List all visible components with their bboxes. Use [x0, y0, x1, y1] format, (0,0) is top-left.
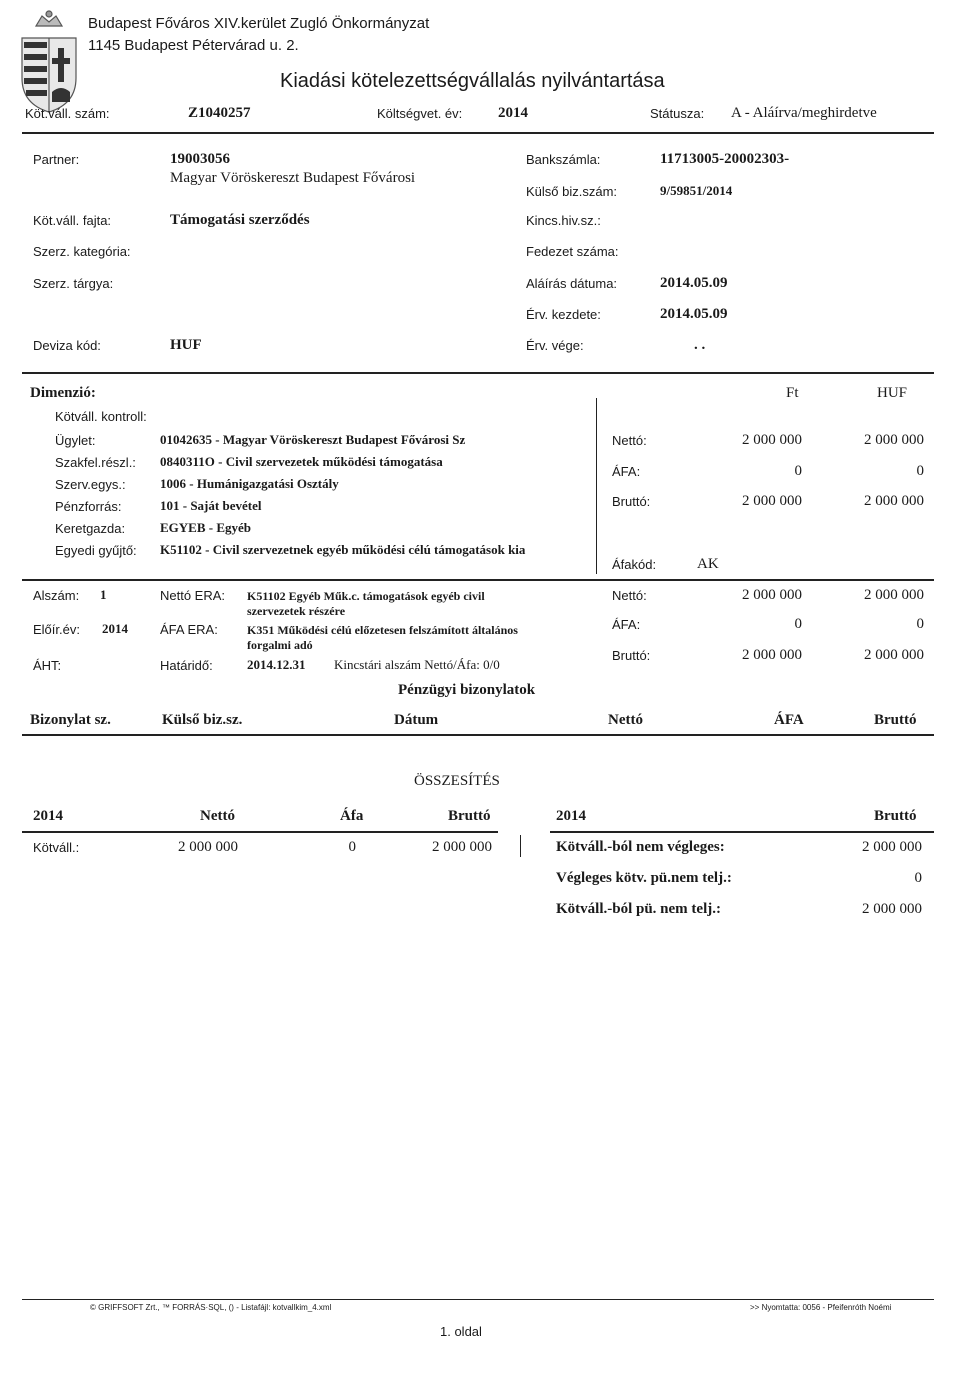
- ossz-right-brutto-header: Bruttó: [874, 808, 917, 824]
- ossz-separator: [520, 835, 521, 857]
- koltsegvet-value: 2014: [498, 105, 528, 121]
- ossz-left-year: 2014: [33, 808, 63, 824]
- fedezet-label: Fedezet száma:: [526, 244, 619, 259]
- dim-afa-ft: 0: [794, 463, 802, 479]
- hatarido-label: Határidő:: [160, 658, 213, 673]
- ossz-left-brutto-header: Bruttó: [448, 808, 491, 824]
- ossz-row-label: Végleges kötv. pü.nem telj.:: [556, 870, 732, 886]
- dim-row-label: Pénzforrás:: [55, 499, 122, 514]
- penzugyi-title: Pénzügyi bizonylatok: [398, 682, 536, 698]
- dim-netto-huf: 2 000 000: [864, 432, 924, 448]
- erv-vege-value: . .: [694, 337, 706, 353]
- footer-printed-by: >> Nyomtatta: 0056 - Pfeifenróth Noémi: [750, 1303, 892, 1312]
- coat-of-arms-logo: [14, 8, 84, 116]
- netto-era-line1: K51102 Egyéb Műk.c. támogatások egyéb civil: [247, 589, 485, 603]
- erv-kezdete-label: Érv. kezdete:: [526, 307, 601, 322]
- alszam-afa-huf: 0: [916, 616, 924, 632]
- statusz-value: A - Aláírva/meghirdetve: [731, 105, 877, 121]
- penzugyi-col-netto: Nettó: [608, 712, 643, 728]
- dim-brutto-ft: 2 000 000: [742, 493, 802, 509]
- org-name: Budapest Főváros XIV.kerület Zugló Önkormányzat: [88, 15, 430, 32]
- header-divider: [22, 132, 934, 134]
- bankszamla-label: Bankszámla:: [526, 152, 601, 167]
- kategoria-label: Szerz. kategória:: [33, 244, 131, 259]
- dim-row-label: Keretgazda:: [55, 521, 126, 536]
- afa-era-line2: forgalmi adó: [247, 638, 313, 652]
- kotvall-szam-label: Köt.váll. szám:: [25, 106, 110, 121]
- org-address: 1145 Budapest Pétervárad u. 2.: [88, 37, 299, 54]
- kotvall-kontroll-label: Kötváll. kontroll:: [55, 409, 147, 424]
- dim-row-value: K51102 - Civil szervezetnek egyéb működési célú támogatások kia: [160, 542, 526, 557]
- ossz-left-afa-header: Áfa: [340, 808, 364, 824]
- afa-era-line1: K351 Működési célú előzetesen felszámított általános: [247, 623, 518, 637]
- alszam-label: Alszám:: [33, 588, 80, 603]
- dim-row-value: 1006 - Humánigazgatási Osztály: [160, 476, 339, 491]
- dimenzio-col-huf: HUF: [877, 385, 908, 401]
- hatarido-value: 2014.12.31: [247, 657, 306, 672]
- dim-brutto-label: Bruttó:: [612, 494, 651, 509]
- eloir-value: 2014: [102, 621, 128, 636]
- dim-netto-label: Nettó:: [612, 433, 647, 448]
- aht-label: ÁHT:: [33, 658, 62, 673]
- dim-netto-ft: 2 000 000: [742, 432, 802, 448]
- dim-row-label: Szerv.egys.:: [55, 477, 126, 492]
- afakod-value: AK: [697, 556, 719, 572]
- alszam-brutto-huf: 2 000 000: [864, 647, 924, 663]
- deviza-value: HUF: [170, 337, 202, 353]
- alszam-value: 1: [100, 587, 107, 602]
- eloir-label: Előír.év:: [33, 622, 80, 637]
- ossz-kotvall-label: Kötváll.:: [33, 840, 80, 855]
- kotvall-szam-value: Z1040257: [188, 105, 251, 121]
- ossz-right-divider: [550, 831, 934, 833]
- penzugyi-col-bizonylat: Bizonylat sz.: [30, 712, 111, 728]
- penzugyi-col-afa: ÁFA: [774, 712, 804, 728]
- dim-row-label: Egyedi gyűjtő:: [55, 543, 137, 558]
- penzugyi-col-kulso: Külső biz.sz.: [162, 712, 243, 728]
- koltsegvet-label: Költségvet. év:: [377, 106, 463, 121]
- statusz-label: Státusza:: [650, 106, 705, 121]
- alairas-value: 2014.05.09: [660, 275, 728, 291]
- dim-row-label: Szakfel.részl.:: [55, 455, 136, 470]
- alszam-netto-ft: 2 000 000: [742, 587, 802, 603]
- alszam-netto-huf: 2 000 000: [864, 587, 924, 603]
- alszam-afa-label: ÁFA:: [612, 617, 641, 632]
- deviza-label: Deviza kód:: [33, 338, 101, 353]
- penzugyi-col-brutto: Bruttó: [874, 712, 917, 728]
- dim-row-value: 101 - Saját bevétel: [160, 498, 262, 513]
- dim-row-label: Ügylet:: [55, 433, 96, 448]
- ossz-kotvall-brutto: 2 000 000: [432, 839, 492, 855]
- partner-code: 19003056: [170, 151, 230, 167]
- dim-brutto-huf: 2 000 000: [864, 493, 924, 509]
- ossz-row-label: Kötváll.-ból nem végleges:: [556, 839, 725, 855]
- alairas-label: Aláírás dátuma:: [526, 276, 618, 291]
- alszam-brutto-ft: 2 000 000: [742, 647, 802, 663]
- ossz-left-netto-header: Nettó: [200, 808, 235, 824]
- erv-vege-label: Érv. vége:: [526, 338, 584, 353]
- alszam-brutto-label: Bruttó:: [612, 648, 651, 663]
- ossz-row-value: 2 000 000: [862, 901, 922, 917]
- ossz-kotvall-afa: 0: [348, 839, 356, 855]
- footer-divider: [22, 1299, 934, 1300]
- erv-kezdete-value: 2014.05.09: [660, 306, 728, 322]
- netto-era-line2: szervezetek részére: [247, 604, 346, 618]
- ossz-right-year: 2014: [556, 808, 586, 824]
- dimenzio-divider: [22, 579, 934, 581]
- ossz-row-label: Kötváll.-ból pü. nem telj.:: [556, 901, 721, 917]
- targya-label: Szerz. tárgya:: [33, 276, 114, 291]
- page-number: 1. oldal: [440, 1324, 482, 1339]
- netto-era-label: Nettó ERA:: [160, 588, 226, 603]
- alszam-netto-label: Nettó:: [612, 588, 647, 603]
- afa-era-label: ÁFA ERA:: [160, 622, 218, 637]
- dim-row-value: 01042635 - Magyar Vöröskereszt Budapest Fővárosi Sz: [160, 432, 466, 447]
- partner-divider: [22, 372, 934, 374]
- penzugyi-divider: [22, 734, 934, 736]
- dim-row-value: 0840311O - Civil szervezetek működési támogatása: [160, 454, 443, 469]
- dim-row-value: EGYEB - Egyéb: [160, 520, 252, 535]
- kincstari-alszam: Kincstári alszám Nettó/Áfa: 0/0: [334, 657, 500, 672]
- ossz-left-divider: [22, 831, 498, 833]
- alszam-afa-ft: 0: [794, 616, 802, 632]
- partner-name: Magyar Vöröskereszt Budapest Fővárosi: [170, 170, 416, 186]
- dimenzio-separator: [596, 398, 597, 574]
- osszesites-title: ÖSSZESÍTÉS: [414, 773, 500, 789]
- ossz-row-value: 2 000 000: [862, 839, 922, 855]
- fajta-value: Támogatási szerződés: [170, 212, 310, 228]
- bankszamla-value: 11713005-20002303-: [660, 151, 790, 167]
- kincs-label: Kincs.hiv.sz.:: [526, 213, 601, 228]
- kulso-biz-label: Külső biz.szám:: [526, 184, 618, 199]
- kulso-biz-value: 9/59851/2014: [660, 183, 733, 198]
- penzugyi-col-datum: Dátum: [394, 712, 439, 728]
- ossz-kotvall-netto: 2 000 000: [178, 839, 238, 855]
- fajta-label: Köt.váll. fajta:: [33, 213, 112, 228]
- dim-afa-huf: 0: [916, 463, 924, 479]
- ossz-row-value: 0: [914, 870, 922, 886]
- dimenzio-col-ft: Ft: [786, 385, 799, 401]
- footer-copyright: © GRIFFSOFT Zrt., ™ FORRÁS·SQL, () - Listafájl: kotvallkim_4.xml: [90, 1303, 332, 1312]
- document-title: Kiadási kötelezettségvállalás nyilvántartása: [280, 70, 665, 92]
- partner-label: Partner:: [33, 152, 80, 167]
- afakod-label: Áfakód:: [612, 557, 657, 572]
- dim-afa-label: ÁFA:: [612, 464, 641, 479]
- dimenzio-title: Dimenzió:: [30, 385, 96, 401]
